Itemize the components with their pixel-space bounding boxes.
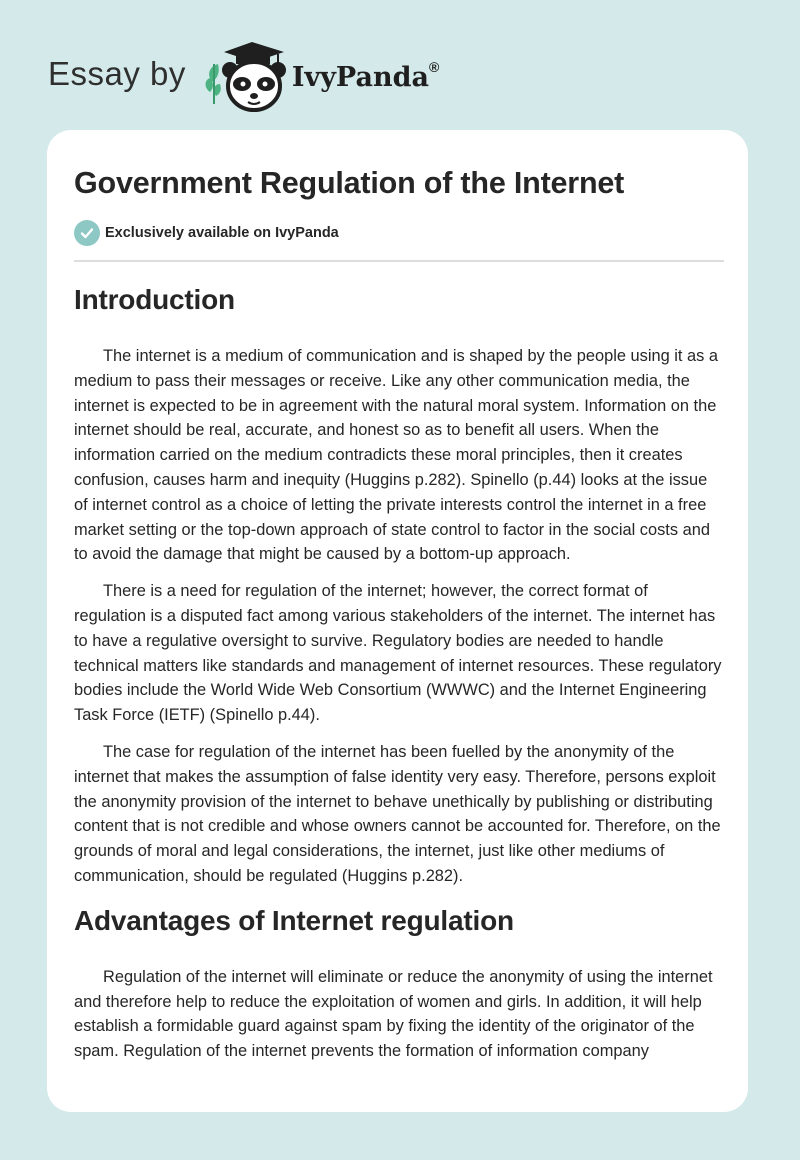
essay-by-label: Essay by — [48, 55, 186, 92]
paragraph: The internet is a medium of communication and is shaped by the people using it as a medium to pass their messages or receive. Like any other communication media, the internet is expected to be in agreement with the natural moral system. Information on the internet should be real, accurate, and honest so as to benefit all users. When the information carried on the medium contradicts these moral principles, then it creates confusion, causes harm and inequity (Huggins p.282). Spinello (p.44) looks at the issue of internet control as a choice of letting the private interests control the internet in a free market setting or the top-down approach of state control to factor in the social costs and to avoid the damage that might be caused by a bottom-up approach. — [74, 347, 719, 564]
divider — [74, 260, 724, 262]
check-circle-icon — [74, 220, 100, 246]
essay-card — [47, 130, 748, 1112]
section-heading-advantages: Advantages of Internet regulation — [74, 904, 514, 936]
panda-graduate-icon[interactable] — [198, 34, 290, 114]
essay-body — [74, 282, 724, 1076]
paragraph: Regulation of the internet will eliminate or reduce the anonymity of using the internet and therefore help to reduce the exploitation of women and girls. In addition, it will help establish a formidable guard against spam by fixing the identity of the originator of the spam. Regulation of the internet prevents the formation of information company — [74, 967, 713, 1061]
section-heading-introduction: Introduction — [74, 284, 235, 315]
leaf-icon — [205, 64, 220, 104]
exclusive-label: Exclusively available on IvyPanda — [105, 225, 339, 241]
essay-title: Government Regulation of the Internet — [74, 166, 625, 200]
exclusive-badge — [74, 220, 339, 246]
site-header — [48, 34, 439, 114]
ivypanda-logo-text[interactable]: IvyPanda® — [291, 58, 440, 93]
paragraph: There is a need for regulation of the internet; however, the correct format of regulation is a disputed fact among various stakeholders of the internet. The internet has to have a regulative oversight to survive. Regulatory bodies are needed to handle technical matters like standards and management of internet resources. These regulatory bodies include the World Wide Web Consortium (WWWC) and the Internet Engineering Task Force (IETF) (Spinello p.44). — [74, 582, 722, 725]
paragraph: The case for regulation of the internet has been fuelled by the anonymity of the internet that makes the assumption of false identity very easy. Therefore, persons exploit the anonymity provision of the internet to behave unethically by publishing or distributing content that is not credible and whose owners cannot be accounted for. Therefore, on the grounds of moral and legal considerations, the internet, just like other mediums of communication, should be regulated (Huggins p.282). — [74, 742, 721, 885]
